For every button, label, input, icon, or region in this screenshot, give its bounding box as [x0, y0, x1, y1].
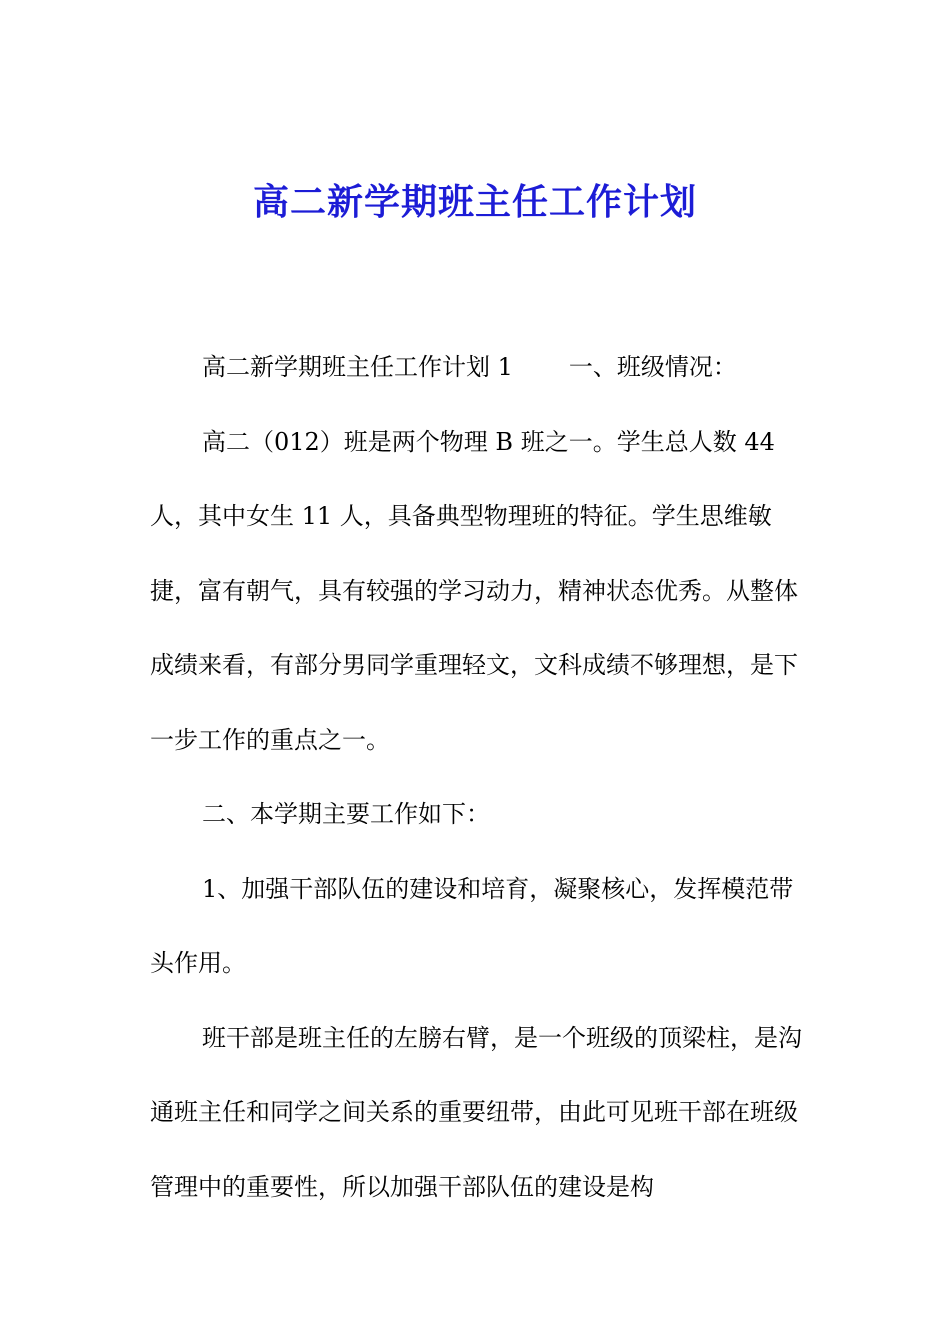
paragraph-work-item-1: 1、加强干部队伍的建设和培育，凝聚核心，发挥模范带头作用。	[150, 874, 794, 977]
section-heading-class-situation: 一、班级情况：	[568, 353, 737, 381]
paragraph-plan-label: 高二新学期班主任工作计划 1	[202, 353, 513, 381]
document-title: 高二新学期班主任工作计划	[252, 181, 697, 223]
paragraph-class-info: 高二（012）班是两个物理 B 班之一。学生总人数 44 人，其中女生 11 人，具备典型物理班的特征。学生思维敏捷，富有朝气，具有较强的学习动力，精神状态优秀。从整体成绩来看，有部分男同学重理轻文，文科成绩不够理想，是下一步工作的重点之一。	[150, 427, 798, 754]
document-body	[150, 330, 805, 1224]
section-heading-main-work: 二、本学期主要工作如下：	[202, 800, 490, 828]
paragraph-class-cadre: 班干部是班主任的左膀右臂，是一个班级的顶梁柱，是沟通班主任和同学之间关系的重要纽带，由此可见班干部在班级管理中的重要性，所以加强干部队伍的建设是构	[150, 1023, 802, 1201]
paragraph-heading-line	[150, 330, 805, 405]
